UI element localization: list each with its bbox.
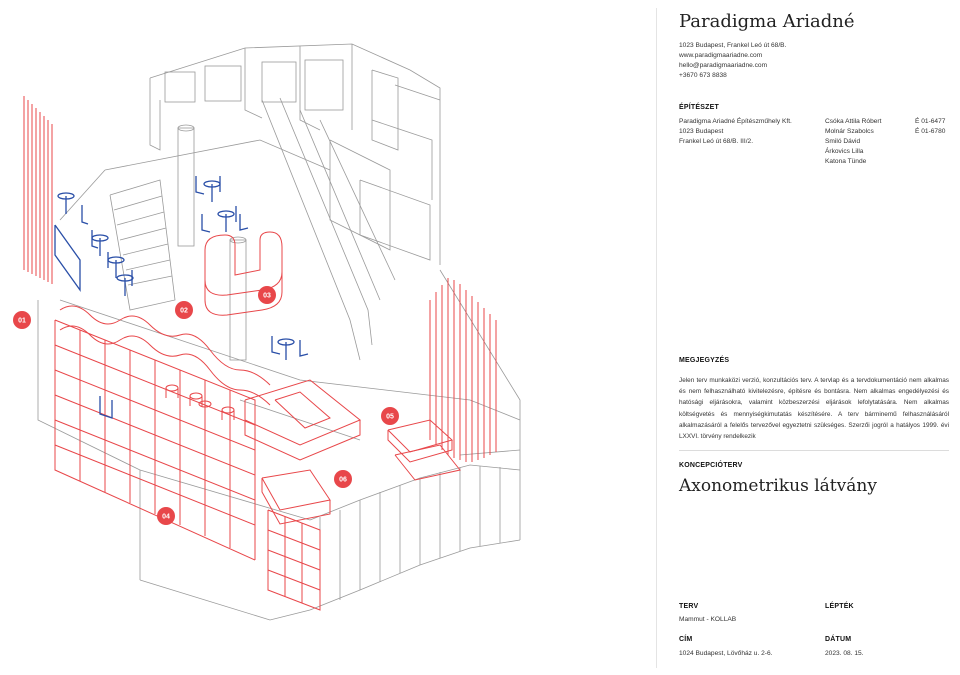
architect-name: Csóka Attila Róbert [825, 118, 882, 125]
note-text: Jelen terv munkaközi verzió, konzultációs terv. A tervlap és a tervdokumentáció nem alkalmas és nem felhasználható kivitelezésre, építésre és bontásra. Nem alkalmas engedélyezési és hatósági eljárásokra, valamint közbeszerzési eljárások lefolytatására. Nem alkalmas költségvetés és mennyiségkimutatás készítésére. A terv bárminemű felhasználásáról alkalmazásáról a felelős tervezővel egyeztetni szükséges. Szerzői jogról a hatályos 1999. évi LXXVI. törvény rendelkezik [679, 377, 949, 441]
firm-name: Paradigma Ariadné [679, 11, 855, 32]
office-line: Paradigma Ariadné Építészműhely Kft. [679, 118, 792, 125]
firm-contact [679, 41, 786, 81]
terv-label: TERV [679, 603, 699, 610]
address-label: CÍM [679, 636, 693, 643]
svg-text:03: 03 [263, 292, 271, 300]
svg-text:06: 06 [339, 476, 347, 484]
date-label: DÁTUM [825, 636, 852, 643]
architecture-office [679, 117, 792, 147]
drawing-label-05 [381, 407, 399, 425]
office-line: 1023 Budapest [679, 128, 724, 135]
architect-name: Katona Tünde [825, 158, 867, 165]
architect-code: É 01-6780 [915, 128, 946, 135]
svg-text:02: 02 [180, 307, 188, 315]
office-line: Frankel Leó út 68/B. III/2. [679, 138, 754, 145]
svg-text:01: 01 [18, 317, 26, 325]
drawing-label-01 [13, 311, 31, 329]
drawing-label-06 [334, 470, 352, 488]
plan-title: Axonometrikus látvány [679, 476, 877, 496]
architect-name: Smiló Dávid [825, 138, 861, 145]
architecture-heading: ÉPÍTÉSZET [679, 104, 719, 111]
svg-text:04: 04 [162, 513, 170, 521]
architect-code: É 01-6477 [915, 118, 946, 125]
architect-names [825, 117, 881, 167]
architect-name: Molnár Szabolcs [825, 128, 874, 135]
panel-divider [656, 8, 657, 668]
plan-type: KONCEPCIÓTERV [679, 462, 743, 469]
firm-web: www.paradigmaariadne.com [679, 52, 763, 59]
architect-name: Árkovics Lilla [825, 148, 864, 155]
firm-address: 1023 Budapest, Frankel Leó út 68/B. [679, 42, 787, 49]
scale-label: LÉPTÉK [825, 603, 854, 610]
firm-email: hello@paradigmaariadne.com [679, 62, 768, 69]
date-value: 2023. 08. 15. [825, 650, 864, 657]
terv-value: Mammut - KOLLAB [679, 616, 737, 623]
svg-text:05: 05 [386, 413, 394, 421]
separator [679, 450, 949, 451]
red-interior-elements [24, 96, 496, 610]
note-heading: MEGJEGYZÉS [679, 357, 730, 364]
address-value: 1024 Budapest, Lövőház u. 2-6. [679, 650, 773, 657]
architect-codes [915, 117, 945, 137]
drawing-label-04 [157, 507, 175, 525]
firm-phone: +3670 673 8838 [679, 72, 727, 79]
drawing-label-02 [175, 301, 193, 319]
title-block [670, 0, 950, 675]
drawing-label-03 [258, 286, 276, 304]
